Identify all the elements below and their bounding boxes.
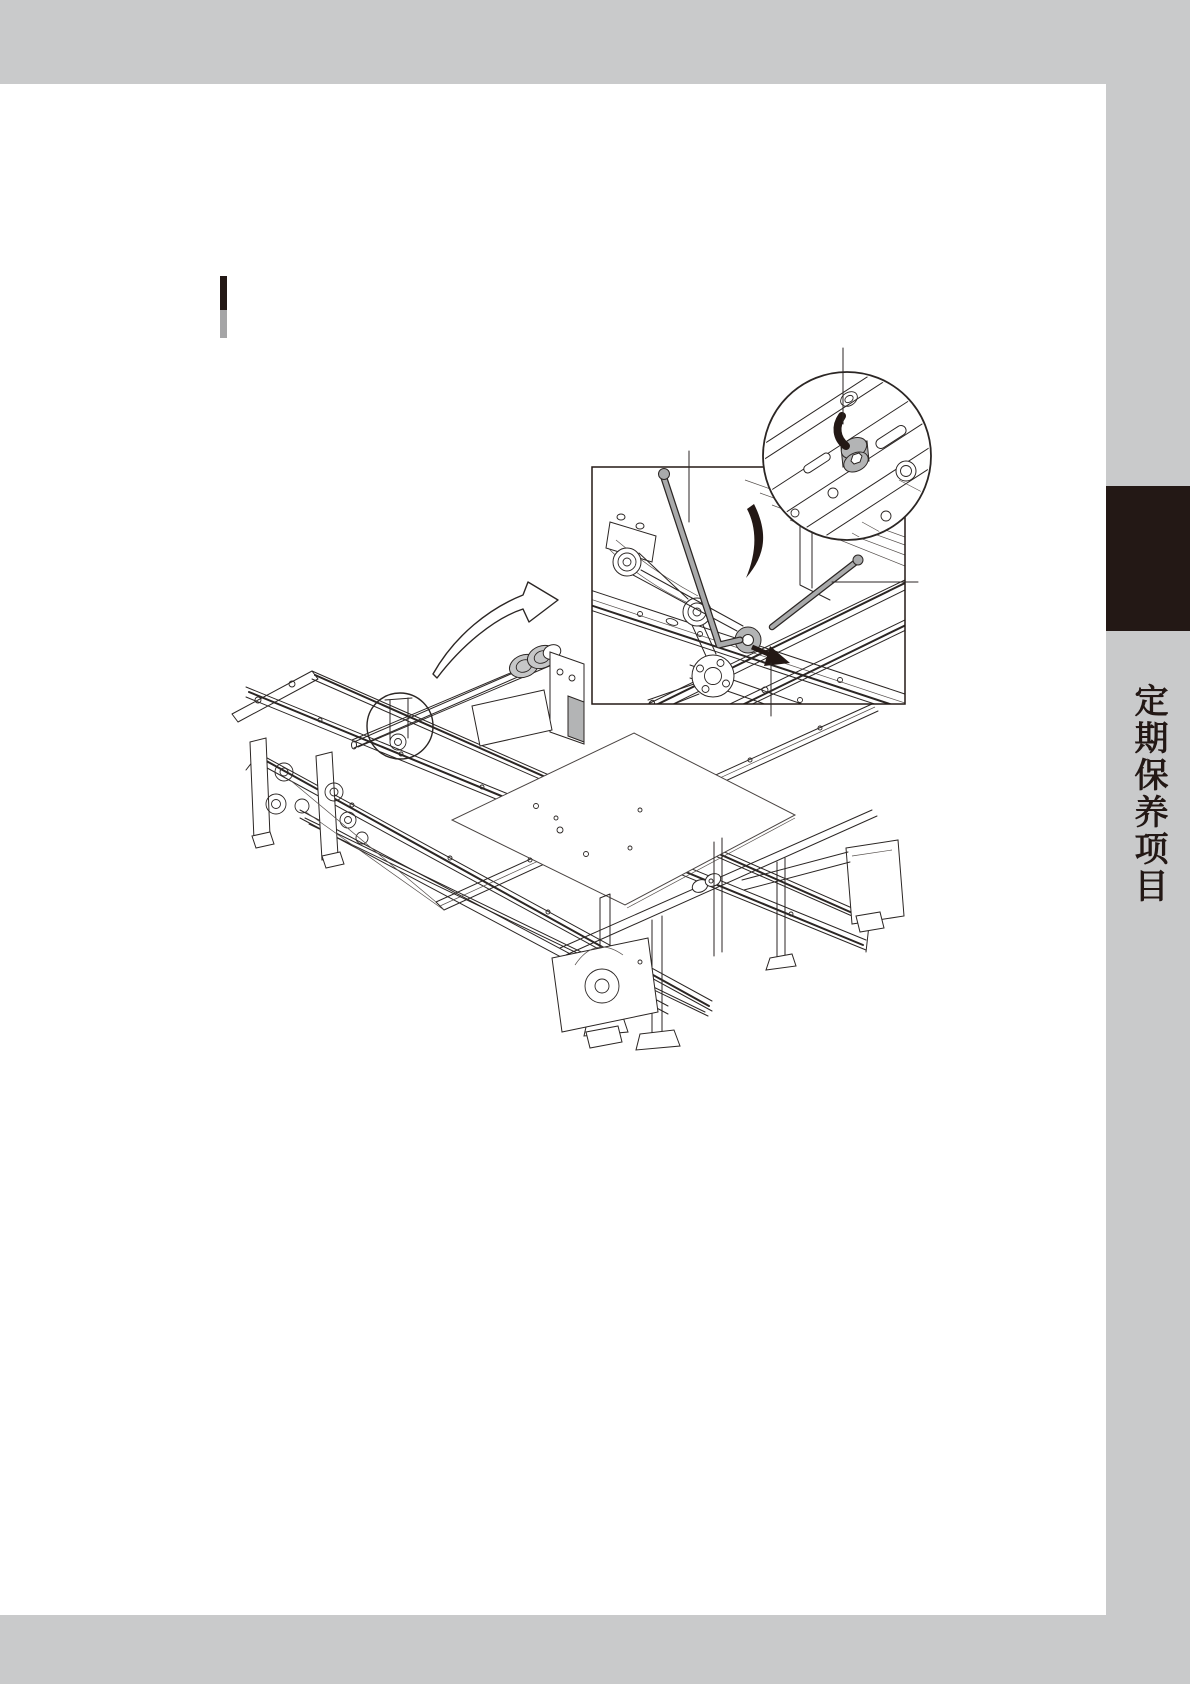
chapter-tab-label: 定期保养项目: [1129, 683, 1167, 905]
detail-location-circle: [367, 693, 433, 759]
